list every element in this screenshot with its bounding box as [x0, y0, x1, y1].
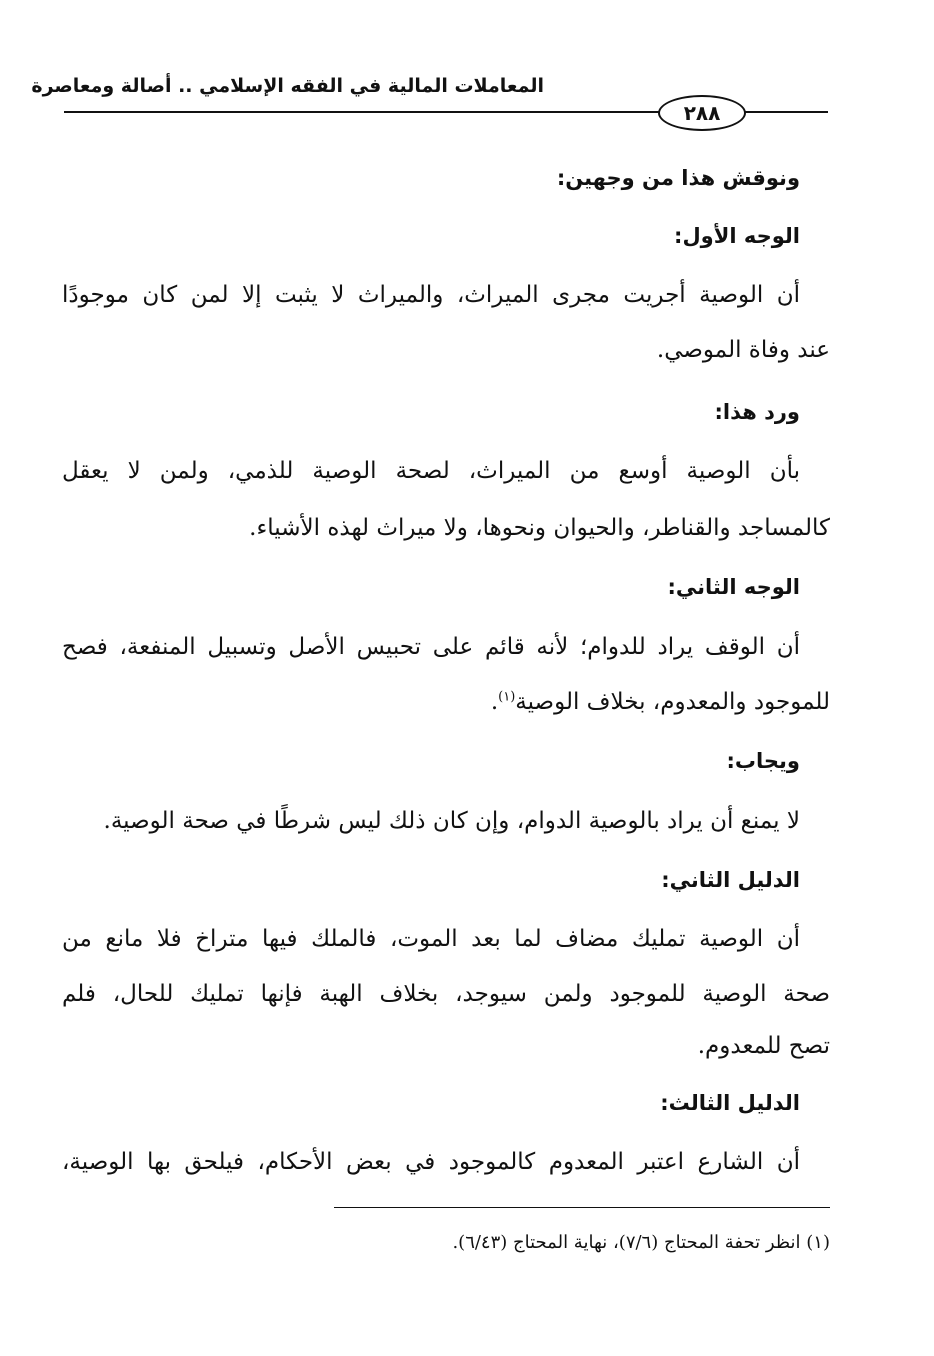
heading-answer: ويجاب: — [726, 749, 800, 773]
footnote-divider — [334, 1207, 830, 1208]
paragraph-line: كالمساجد والقناطر، والحيوان ونحوها، ولا ميراث لهذه الأشياء. — [249, 515, 830, 541]
paragraph-line: أن الوصية تمليك مضاف لما بعد الموت، فالملك فيها متراخ فلا مانع من — [62, 926, 800, 952]
heading-third-evidence: الدليل الثالث: — [660, 1091, 800, 1115]
page-number-badge: ٢٨٨ — [658, 95, 746, 131]
paragraph-line: أن الوصية أجريت مجرى الميراث، والميراث لا يثبت إلا لمن كان موجودًا — [62, 282, 800, 308]
heading-rebuttal: ورد هذا: — [714, 400, 800, 424]
paragraph-line: تصح للمعدوم. — [697, 1033, 830, 1059]
paragraph-line: لا يمنع أن يراد بالوصية الدوام، وإن كان ذلك ليس شرطًا في صحة الوصية. — [103, 808, 800, 834]
paragraph-line: بأن الوصية أوسع من الميراث، لصحة الوصية للذمي، ولمن لا يعقل — [62, 458, 800, 484]
heading-discussion: ونوقش هذا من وجهين: — [556, 166, 800, 190]
paragraph-line: أن الوقف يراد للدوام؛ لأنه قائم على تحبيس الأصل وتسبيل المنفعة، فصح — [62, 634, 800, 660]
heading-second-evidence: الدليل الثاني: — [661, 868, 800, 892]
heading-first-aspect: الوجه الأول: — [674, 224, 800, 248]
footnote-reference: (١) — [498, 689, 516, 705]
footnote-text: (١) انظر تحفة المحتاج (٧/٦)، نهاية المحتاج (٦/٤٣). — [452, 1232, 830, 1253]
running-header-title: المعاملات المالية في الفقه الإسلامي .. أصالة ومعاصرة — [31, 75, 544, 97]
heading-second-aspect: الوجه الثاني: — [667, 575, 800, 599]
paragraph-line: صحة الوصية للموجود ولمن سيوجد، بخلاف الهبة فإنها تمليك للحال، فلم — [62, 981, 830, 1007]
paragraph-line-text: للموجود والمعدوم، بخلاف الوصية — [515, 689, 830, 715]
paragraph-line: عند وفاة الموصي. — [656, 337, 830, 363]
paragraph-line: أن الشارع اعتبر المعدوم كالموجود في بعض الأحكام، فيلحق بها الوصية، — [62, 1149, 800, 1175]
paragraph-line-with-note — [62, 682, 830, 722]
sentence-end: . — [490, 689, 499, 715]
